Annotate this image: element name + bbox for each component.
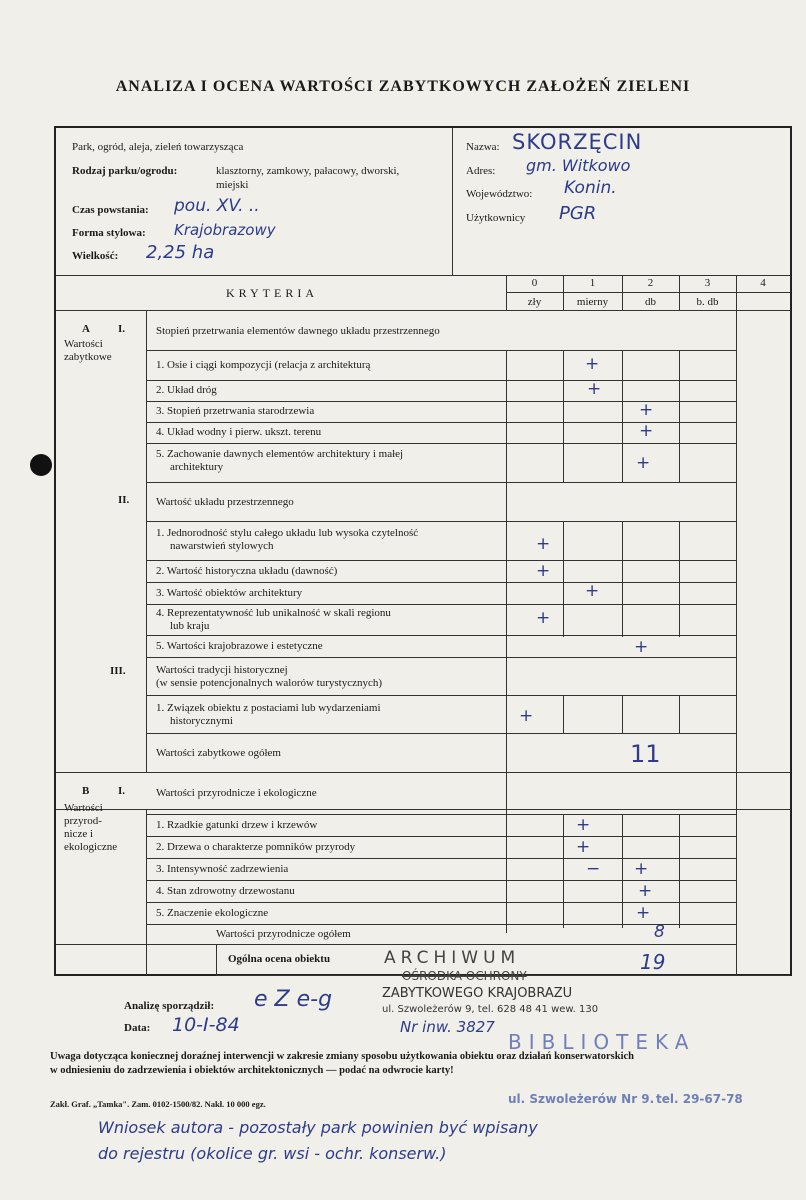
wielkosc-label: Wielkość: xyxy=(72,250,119,262)
score-mark: + xyxy=(639,400,654,420)
section-b-numeral: I. xyxy=(118,785,126,797)
section-b-title: Wartości przyrodnicze i ekologiczne xyxy=(156,787,317,799)
criterion-row-cont: nawarstwień stylowych xyxy=(170,540,274,552)
stamp-archiwum-line3: ZABYTKOWEGO KRAJOBRAZU xyxy=(382,986,573,1001)
uzytkownicy-label: Użytkownicy xyxy=(466,212,526,224)
criterion-row: 4. Układ wodny i pierw. ukszt. terenu xyxy=(156,426,322,438)
group-a3-numeral: III. xyxy=(110,665,126,677)
score-1: 1 xyxy=(589,277,596,289)
stamp-biblioteka-line3: tel. 29-67-78 xyxy=(656,1092,743,1106)
section-b-name-line2: przyrod- xyxy=(64,815,102,827)
section-b-name-line1: Wartości xyxy=(64,802,103,814)
group-a1-title: Stopień przetrwania elementów dawnego układu przestrzennego xyxy=(156,325,440,337)
forma-label: Forma stylowa: xyxy=(72,227,146,239)
evaluation-form xyxy=(54,126,792,976)
overall-value: 19 xyxy=(640,950,666,974)
score-mark: + xyxy=(576,815,591,835)
group-a3-title-line1: Wartości tradycji historycznej xyxy=(156,664,288,676)
section-a-numeral: I. xyxy=(118,323,126,335)
criterion-row: 2. Drzewa o charakterze pomników przyrody xyxy=(156,841,356,853)
adres-label: Adres: xyxy=(466,165,496,177)
group-a2-title: Wartość układu przestrzennego xyxy=(156,496,294,508)
uwaga-line2: w odniesieniu do zadrzewienia i obiektów architektonicznych — podać na odwrocie karty! xyxy=(50,1065,454,1076)
czas-label: Czas powstania: xyxy=(72,204,149,216)
score-mark: + xyxy=(536,534,551,554)
stamp-archiwum-line2: OŚRODKA OCHRONY xyxy=(402,969,527,983)
section-b-total-label: Wartości przyrodnicze ogółem xyxy=(216,928,351,940)
inventory-number: Nr inw. 3827 xyxy=(400,1018,495,1036)
score-label-0: zły xyxy=(527,296,542,308)
criterion-row: 1. Związek obiektu z postaciami lub wydarzeniami xyxy=(156,702,381,714)
score-4: 4 xyxy=(760,277,766,289)
score-mark: + xyxy=(636,453,651,473)
nazwa-value: SKORZĘCIN xyxy=(512,130,643,154)
wielkosc-value: 2,25 ha xyxy=(146,242,215,263)
analiza-label: Analizę sporządził: xyxy=(124,1000,215,1012)
section-b-name-line3: nicze i xyxy=(64,828,94,840)
criterion-row: 3. Intensywność zadrzewienia xyxy=(156,863,289,875)
rodzaj-options-line1: klasztorny, zamkowy, pałacowy, dworski, xyxy=(216,165,400,177)
wojewodztwo-value: Konin. xyxy=(564,178,617,198)
punch-hole xyxy=(30,454,52,476)
criterion-row: 4. Reprezentatywność lub unikalność w skali regionu xyxy=(156,607,391,619)
criterion-row: 5. Wartości krajobrazowe i estetyczne xyxy=(156,640,323,652)
criterion-row: 1. Rzadkie gatunki drzew i krzewów xyxy=(156,819,318,831)
printer-info: Zakł. Graf. „Tamka". Zam. 0102-1500/82. Nakł. 10 000 egz. xyxy=(50,1099,266,1109)
score-mark: + xyxy=(585,581,600,601)
score-mark: + xyxy=(639,421,654,441)
criterion-row-cont: architektury xyxy=(170,461,224,473)
score-mark: + xyxy=(587,379,602,399)
overall-label: Ogólna ocena obiektu xyxy=(228,953,331,965)
section-b-name-line4: ekologiczne xyxy=(64,841,118,853)
score-3: 3 xyxy=(704,277,711,289)
uzytkownicy-value: PGR xyxy=(559,203,597,224)
score-mark: + xyxy=(634,637,649,657)
data-label: Data: xyxy=(124,1022,151,1034)
score-mark: + xyxy=(536,561,551,581)
rodzaj-label: Rodzaj parku/ogrodu: xyxy=(72,165,178,177)
park-type-line: Park, ogród, aleja, zieleń towarzysząca xyxy=(72,141,244,153)
criterion-row: 5. Zachowanie dawnych elementów architektury i małej xyxy=(156,448,404,460)
score-0: 0 xyxy=(531,277,538,289)
criterion-row: 4. Stan zdrowotny drzewostanu xyxy=(156,885,295,897)
score-mark: + xyxy=(634,859,649,879)
score-mark: + xyxy=(638,881,653,901)
adres-value: gm. Witkowo xyxy=(526,156,631,175)
score-label-2: db xyxy=(645,296,656,308)
czas-value: pou. XV. .. xyxy=(174,196,260,216)
uwaga-line1: Uwaga dotycząca koniecznej doraźnej interwencji w zakresie zmiany sposobu użytkowania obiektu oraz działań konserwatorskich xyxy=(50,1051,634,1062)
section-a-letter: A xyxy=(82,323,90,335)
forma-value: Krajobrazowy xyxy=(174,221,276,239)
page-title: ANALIZA I OCENA WARTOŚCI ZABYTKOWYCH ZAŁOŻEŃ ZIELENI xyxy=(115,78,691,95)
score-label-1: mierny xyxy=(576,296,609,308)
criterion-row: 5. Znaczenie ekologiczne xyxy=(156,907,269,919)
nazwa-label: Nazwa: xyxy=(466,141,500,153)
score-label-3: b. db xyxy=(696,296,719,308)
criterion-row: 1. Jednorodność stylu całego układu lub wysoka czytelność xyxy=(156,527,419,539)
score-mark-minus: − xyxy=(586,859,601,879)
criterion-row: 1. Osie i ciągi kompozycji (relacja z architekturą xyxy=(156,359,371,371)
criterion-row-cont: lub kraju xyxy=(170,620,210,632)
score-mark: + xyxy=(576,837,591,857)
stamp-biblioteka-line2: ul. Szwoleżerów Nr 9. xyxy=(508,1092,655,1106)
handwritten-note-line1: Wniosek autora - pozostały park powinien być wpisany xyxy=(98,1118,538,1137)
stamp-biblioteka-line1: BIBLIOTEKA xyxy=(508,1030,696,1054)
criterion-row: 2. Układ dróg xyxy=(156,384,217,396)
score-mark: + xyxy=(585,354,600,374)
criterion-row: 3. Stopień przetrwania starodrzewia xyxy=(156,405,315,417)
rodzaj-options-line2: miejski xyxy=(216,179,249,191)
kryteria-label: KRYTERIA xyxy=(226,286,318,300)
criterion-row-cont: historycznymi xyxy=(170,715,233,727)
section-b-total-value: 8 xyxy=(654,922,665,942)
data-value: 10-I-84 xyxy=(172,1014,240,1036)
score-mark: + xyxy=(536,608,551,628)
section-a-total-label: Wartości zabytkowe ogółem xyxy=(156,747,281,759)
analiza-signature: e Z e-g xyxy=(254,987,333,1012)
stamp-archiwum-line4: ul. Szwoleżerów 9, tel. 628 48 41 wew. 130 xyxy=(382,1004,599,1015)
wojewodztwo-label: Województwo: xyxy=(466,188,533,200)
criterion-row: 3. Wartość obiektów architektury xyxy=(156,587,303,599)
section-a-name-line1: Wartości xyxy=(64,338,103,350)
group-a3-title-line2: (w sensie potencjonalnych walorów turystycznych) xyxy=(156,677,383,689)
stamp-archiwum-line1: ARCHIWUM xyxy=(384,948,521,968)
section-a-name-line2: zabytkowe xyxy=(64,351,112,363)
criterion-row: 2. Wartość historyczna układu (dawność) xyxy=(156,565,338,577)
handwritten-note-line2: do rejestru (okolice gr. wsi - ochr. konserw.) xyxy=(98,1144,447,1163)
score-mark: + xyxy=(636,903,651,923)
score-mark: + xyxy=(519,706,534,726)
group-a2-numeral: II. xyxy=(118,494,130,506)
section-b-letter: B xyxy=(82,785,90,797)
section-a-total-value: 11 xyxy=(630,740,661,768)
score-2: 2 xyxy=(647,277,654,289)
